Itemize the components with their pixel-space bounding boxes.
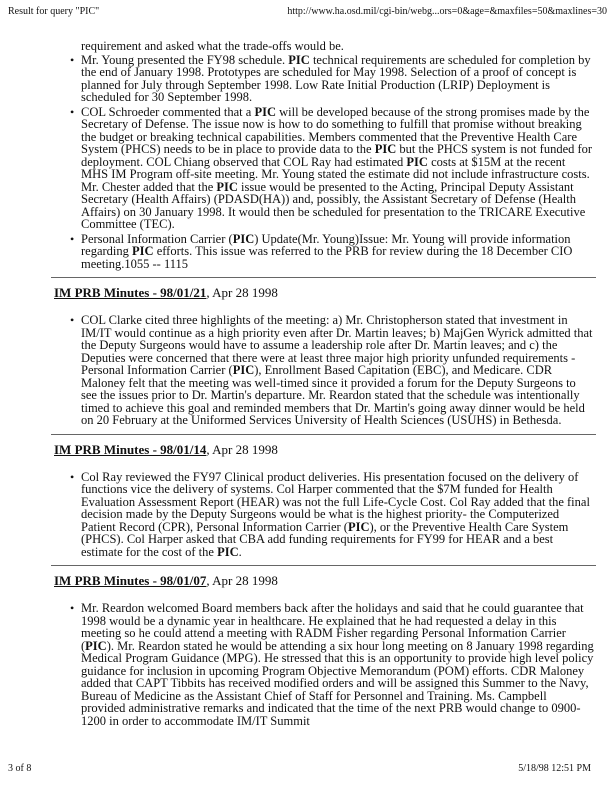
highlight-term: PIC bbox=[288, 52, 310, 67]
section-heading bbox=[54, 442, 594, 458]
bullet-text: technical requirements are scheduled for completion by the end of January 1998. Prototypes are scheduled for May 1998. Selection of a proof of concept is planned for July through September 1998. Low Rate Initial Production (LRIP) Deployment is scheduled for 30 September 1998. bbox=[81, 52, 591, 104]
highlight-term: PIC bbox=[254, 104, 276, 119]
bullet-text: Personal Information Carrier ( bbox=[81, 231, 233, 246]
bullet-text: COL Schroeder commented that a bbox=[81, 104, 255, 119]
bullet-text: Mr. Reardon welcomed Board members back after the holidays and said that he could guarantee that 1998 would be a dynamic year in healthcare. He explained that he had requested a delay in this meeting so he could attend a meeting with RADM Fisher regarding Personal Information Carrier ( bbox=[81, 601, 584, 653]
highlight-term: PIC bbox=[217, 544, 239, 559]
section-date: , Apr 28 1998 bbox=[206, 441, 278, 457]
section-title-link[interactable]: IM PRB Minutes - 98/01/14 bbox=[54, 441, 207, 457]
bullet-icon: • bbox=[70, 104, 75, 119]
bullet-text: efforts. This issue was referred to the PRB for review during the 18 December CIO meeting.1055 -- 1115 bbox=[81, 244, 573, 271]
section-date: , Apr 28 1998 bbox=[206, 285, 278, 300]
bullet-icon: • bbox=[70, 601, 75, 615]
highlight-term: PIC bbox=[232, 363, 255, 377]
section-title-link[interactable]: IM PRB Minutes - 98/01/21 bbox=[54, 285, 207, 300]
top-bullet-list bbox=[54, 54, 594, 271]
print-timestamp: 5/18/98 12:51 PM bbox=[518, 763, 591, 774]
bullet-icon: • bbox=[70, 313, 75, 327]
bullet-text: issue would be presented to the Acting, Principal Deputy Assistant Secretary (Health Affairs) (PDASD(HA)) and, possibly, the Assistant Secretary of Defense (Health Affairs) on 30 January 1998. It would then be scheduled for presentation to the TRICARE Executive Committee (TEC). bbox=[81, 179, 586, 231]
bullet-text: will be developed because of the strong promises made by the Secretary of Defense. The issue now is how to do something to fulfill that promise without breaking the budget or breaking technical capabilities. Members commented that the Preventive Health Care System (PHCS) needs to be in place to provide data to the bbox=[81, 104, 590, 156]
bullet-item bbox=[54, 602, 594, 727]
section-date: , Apr 28 1998 bbox=[206, 573, 278, 588]
highlight-term: PIC bbox=[406, 154, 428, 169]
section-title-link[interactable]: IM PRB Minutes - 98/01/07 bbox=[54, 573, 207, 588]
top-block bbox=[54, 40, 594, 270]
page-number: 3 of 8 bbox=[8, 763, 32, 774]
bullet-item bbox=[54, 471, 594, 559]
query-title: Result for query "PIC" bbox=[8, 6, 100, 17]
highlight-term: PIC bbox=[216, 179, 238, 194]
bullet-text: ), Enrollment Based Capitation (EBC), and Medicare. CDR Maloney felt that the meeting was well-timed since it provided a forum for the Deputy Surgeons to see the issues prior to Dr. Martin's departure. Mr. Reardon stated that the schedule was intentionally timed to achieve this goal and reminded members that Dr. Martin's going away dinner would be held on 20 February at the Uniformed Services University of Health Sciences (USUHS) in Bethesda. bbox=[81, 363, 585, 427]
section-divider bbox=[51, 565, 596, 566]
bullet-item bbox=[54, 54, 594, 104]
highlight-term: PIC bbox=[374, 142, 397, 156]
bullet-text: but the PHCS system is not funded for deployment. COL Chiang observed that COL Ray had estimated bbox=[81, 142, 593, 169]
highlight-term: PIC bbox=[347, 519, 370, 534]
bullet-text: ), or the Preventive Health Care System (PHCS). Col Harper asked that CBA add funding requirements for FY99 for HEAR and a best estimate for the cost of the bbox=[81, 519, 569, 559]
bullet-text: Col Ray reviewed the FY97 Clinical product deliveries. His presentation focused on the delivery of functions vice the delivery of systems. Col Harper commented that the $7M funded for Health Evaluation Assessment Report (HEAR) was not the full Life-Cycle Cost. Col Ray added that the final decision made by the Deputy Surgeons would be what is the highest priority- the Computerized Patient Record (CPR), Personal Information Carrier ( bbox=[81, 469, 590, 534]
document-body bbox=[54, 40, 594, 729]
highlight-term: PIC bbox=[232, 231, 255, 246]
bullet-icon: • bbox=[70, 52, 75, 67]
highlight-term: PIC bbox=[132, 244, 154, 258]
page-url: http://www.ha.osd.mil/cgi-bin/webg...ors=0&age=&maxfiles=50&maxlines=30 bbox=[287, 6, 607, 17]
bullet-icon: • bbox=[70, 231, 75, 246]
bullet-text: ) Update(Mr. Young)Issue: Mr. Young will provide information regarding bbox=[81, 231, 571, 258]
section-divider bbox=[51, 277, 596, 278]
page-header bbox=[8, 6, 607, 20]
bullet-text: Mr. Young presented the FY98 schedule. bbox=[81, 52, 289, 67]
bullet-item bbox=[54, 233, 594, 271]
section-heading bbox=[54, 573, 594, 589]
bullet-icon: • bbox=[70, 469, 75, 484]
section-heading bbox=[54, 285, 594, 301]
minutes-sections bbox=[54, 277, 594, 727]
section-divider bbox=[51, 434, 596, 435]
bullet-item bbox=[54, 314, 594, 427]
highlight-term: PIC bbox=[85, 638, 107, 653]
bullet-text: . bbox=[238, 544, 242, 559]
continuation-text: requirement and asked what the trade-offs would be. bbox=[81, 39, 344, 53]
bullet-text: ). Mr. Reardon stated he would be attending a six hour long meeting on 8 January 1998 regarding Medical Program Guidance (MPG). He stressed that this is an opportunity to provide high level policy guidance for inclusion in upcoming Program Objective Memorandum (POM) efforts. CDR Maloney added that CAPT Tibbits has received modified orders and will be assigned this Summer to the Navy, Bureau of Medicine as the Assistant Chief of Staff for Personnel and Training. Ms. Campbell provided administrative remarks and indicated that the time of the next PRB would change to 0900-1200 in order to accommodate IM/IT Summit bbox=[81, 638, 594, 728]
bullet-text: COL Clarke cited three highlights of the meeting: a) Mr. Christopherson stated that investment in IM/IT would continue as a high priority even after Dr. Martin leaves; b) MajGen Wyrick admitted that the Deputy Surgeons would have to assume a leadership role after Dr. Martin leaves; and c) the Deputies were concerned that there were at least three major high priority unfunded requirements - Personal Information Carrier ( bbox=[81, 313, 593, 377]
page-footer bbox=[8, 763, 591, 774]
bullet-item bbox=[54, 106, 594, 231]
bullet-text: costs at $15M at the recent MHS IM Program off-site meeting. Mr. Young stated the estimate did not include infrastructure costs. Mr. Chester added that the bbox=[81, 154, 590, 194]
